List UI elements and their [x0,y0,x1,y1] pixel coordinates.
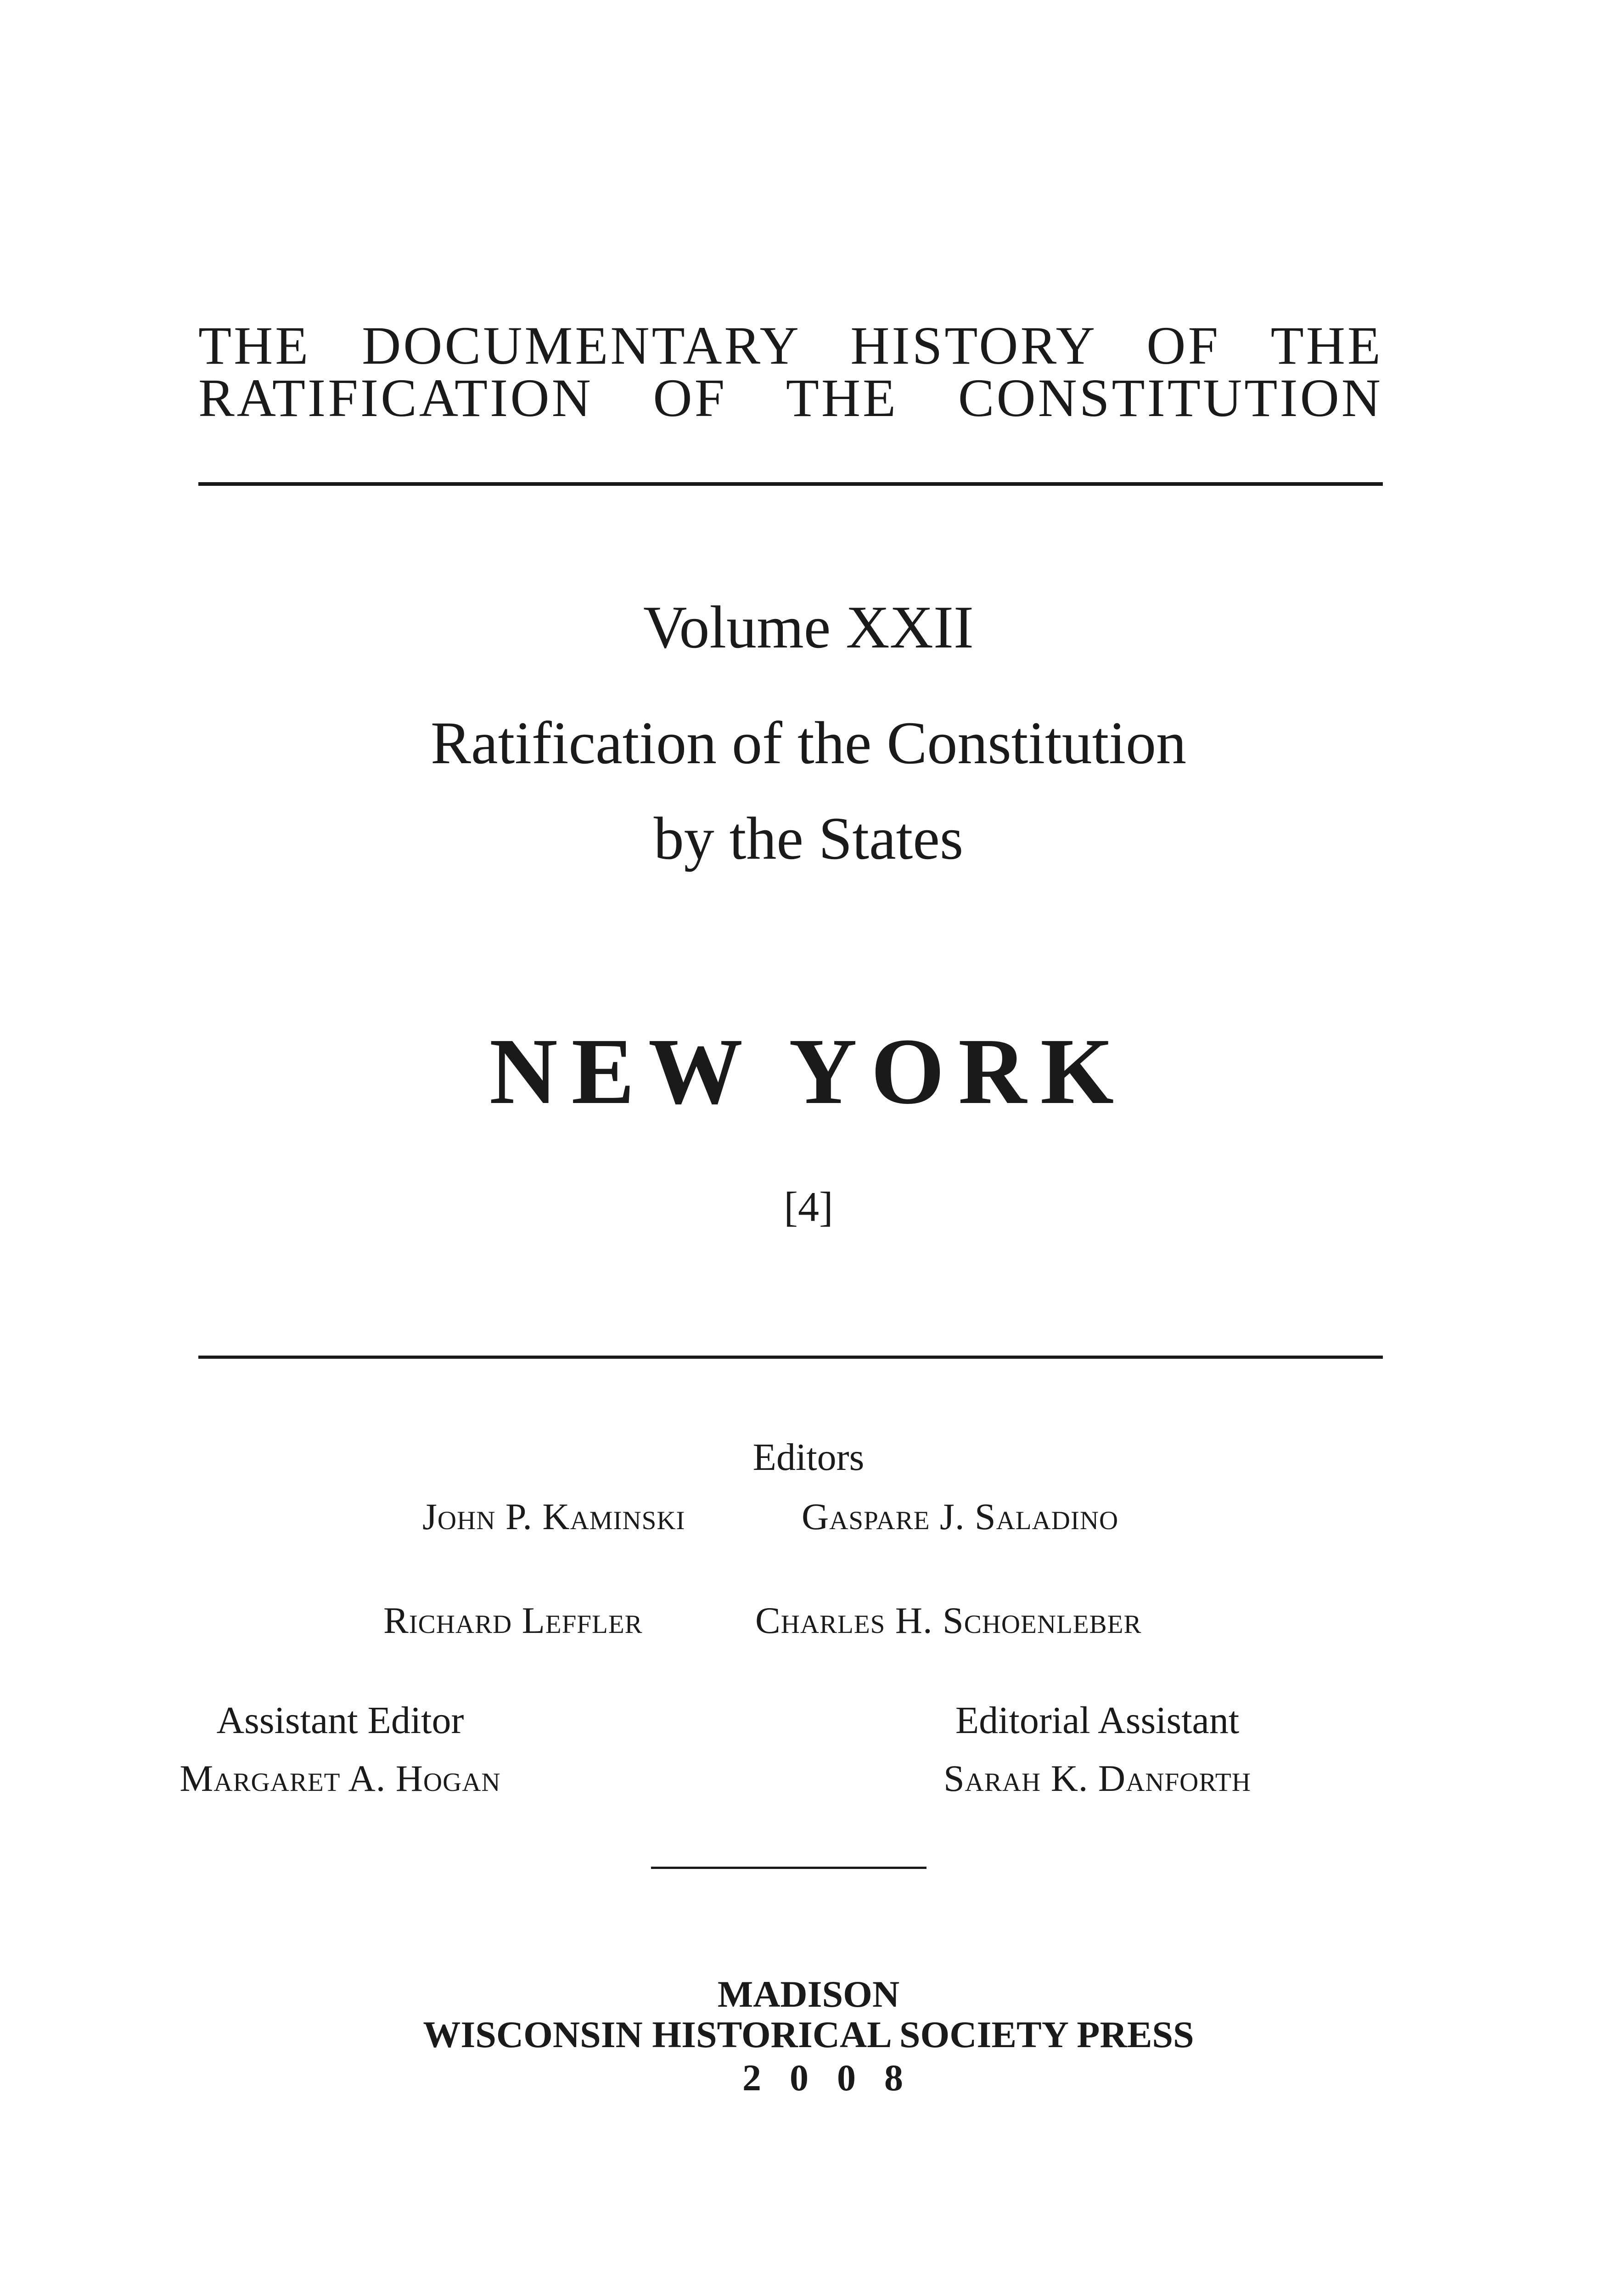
imprint-year: 2008 [742,2057,932,2099]
top-rule [198,482,1383,486]
editor-name: Gaspare J. Saladino [802,1496,1119,1537]
assistant-editor-name: Margaret A. Hogan [180,1757,501,1799]
volume-title-line-2: by the States [653,805,964,872]
series-title-line-1: THE DOCUMENTARY HISTORY OF THE [198,315,1383,376]
editor-name: Charles H. Schoenleber [755,1599,1142,1641]
imprint-publisher: WISCONSIN HISTORICAL SOCIETY PRESS [423,2014,1194,2055]
middle-rule [198,1356,1383,1359]
editorial-assistant-heading: Editorial Assistant [955,1699,1240,1742]
state-title: NEW YORK [489,1019,1128,1124]
editorial-assistant-name: Sarah K. Danforth [943,1757,1251,1799]
short-rule [651,1867,926,1869]
assistant-editor-heading: Assistant Editor [216,1699,464,1742]
series-title-line-2: RATIFICATION OF THE CONSTITUTION [198,368,1383,428]
editor-name: John P. Kaminski [422,1496,685,1537]
volume-number: Volume XXII [643,593,974,661]
editor-name: Richard Leffler [383,1599,643,1641]
imprint-city: MADISON [717,1973,900,2015]
part-number: [4] [784,1183,833,1230]
editors-heading: Editors [752,1436,865,1479]
volume-title-line-1: Ratification of the Constitution [430,709,1187,777]
